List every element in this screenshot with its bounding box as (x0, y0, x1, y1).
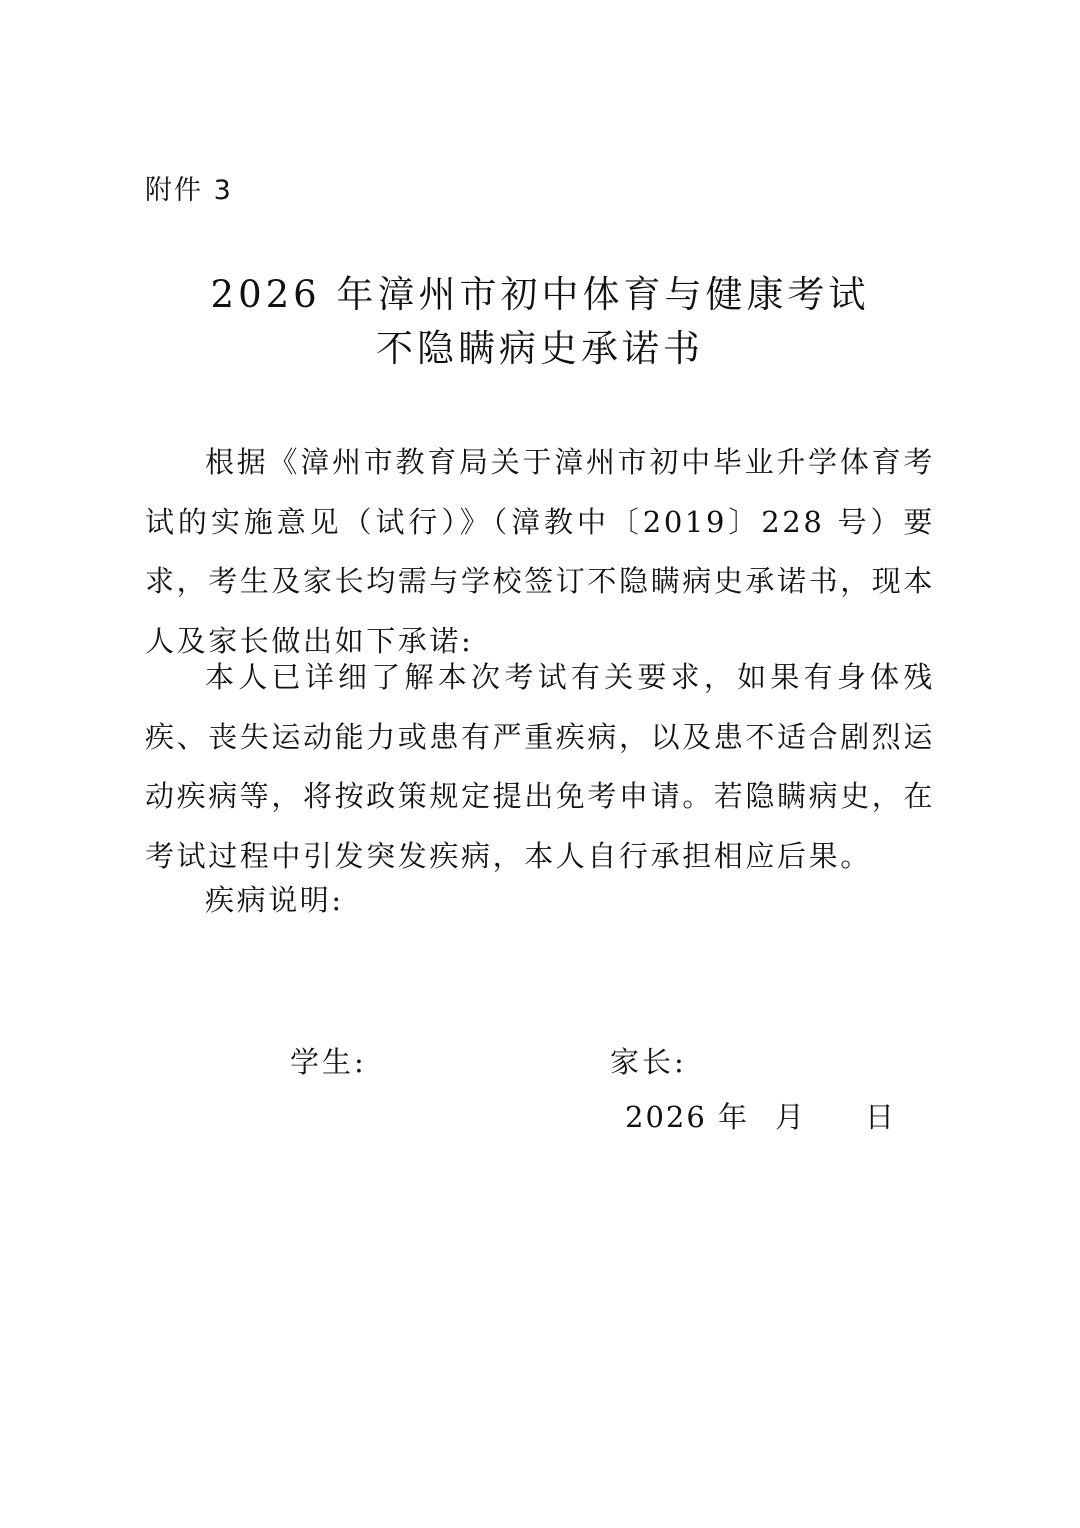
title-line-1: 2026 年漳州市初中体育与健康考试 (210, 273, 870, 316)
date-year: 2026 年 (625, 1100, 750, 1134)
paragraph-basis: 根据《漳州市教育局关于漳州市初中毕业升学体育考试的实施意见（试行）》（漳教中〔2019〕228 号）要求，考生及家长均需与学校签订不隐瞒病史承诺书，现本人及家长做出如下承诺: (145, 445, 936, 658)
date-month: 月 (775, 1100, 807, 1134)
parent-signature-label: 家长: (610, 1045, 687, 1079)
illness-description-label: 疾病说明: (205, 883, 344, 917)
student-signature-label: 学生: (290, 1045, 367, 1079)
attachment-label: 附件 3 (145, 175, 233, 206)
date-day: 日 (865, 1100, 897, 1134)
paragraph-commitment: 本人已详细了解本次考试有关要求，如果有身体残疾、丧失运动能力或患有严重疾病，以及患不适合剧烈运动疾病等，将按政策规定提出免考申请。若隐瞒病史，在考试过程中引发突发疾病，本人自行承担相应后果。 (145, 660, 936, 873)
document-title (0, 268, 1080, 376)
title-line-2: 不隐瞒病史承诺书 (376, 327, 704, 370)
